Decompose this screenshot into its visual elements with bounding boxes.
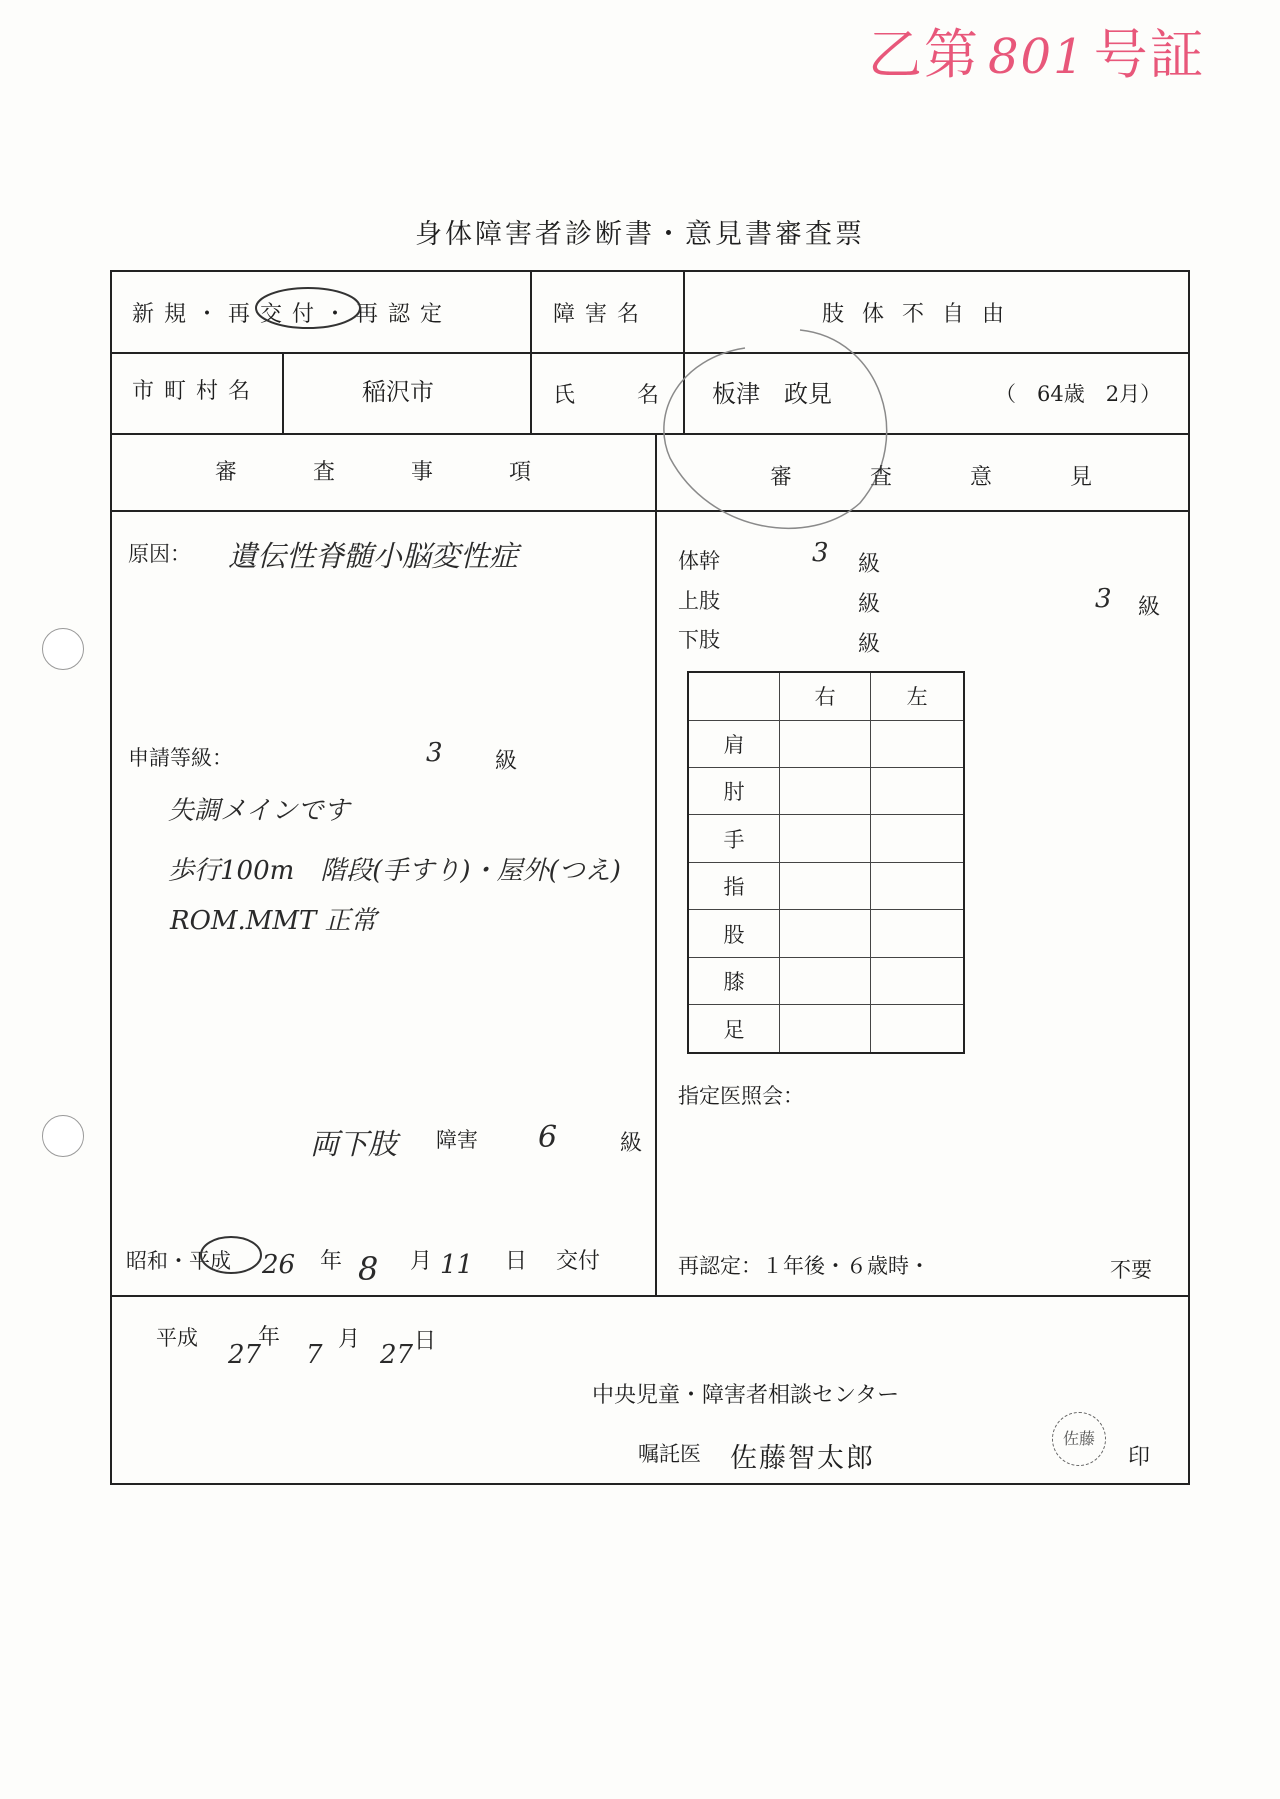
doctor-label: 嘱託医 (638, 1442, 701, 1466)
center-name: 中央児童・障害者相談センター (592, 1383, 900, 1408)
seal-label: 印 (1128, 1445, 1151, 1470)
issue-day: 11 (440, 1250, 474, 1280)
joint-row (688, 720, 964, 767)
issue-era-label: 昭和・平成 (126, 1249, 231, 1273)
joint-label: 肩 (688, 720, 780, 767)
trunk-label: 体幹 (678, 549, 720, 573)
joint-cell (871, 767, 964, 814)
name-label: 氏 名 (553, 383, 680, 408)
footer-month-label: 月 (338, 1327, 361, 1352)
municipality-value: 稲沢市 (362, 378, 434, 406)
issue-suffix: 交付 (556, 1249, 601, 1274)
footer-day: 27 (380, 1340, 414, 1370)
joint-grid-corner (688, 672, 780, 720)
right-side-header: 右 (780, 672, 871, 720)
joint-row (688, 957, 964, 1004)
extra-grade-unit: 級 (1138, 595, 1161, 620)
note-line: ROM.MMT 正常 (170, 906, 377, 936)
grade-value: 3 (426, 738, 443, 768)
joint-cell (871, 957, 964, 1004)
review-items-title: 審査事項 (215, 460, 608, 485)
grade-unit: 級 (495, 749, 518, 774)
joint-cell (780, 1005, 871, 1053)
col-divider (530, 270, 532, 433)
cause-label: 原因： (128, 542, 191, 566)
col-divider (655, 433, 657, 1295)
summary-unit: 級 (620, 1131, 643, 1156)
grade-label: 申請等級： (128, 746, 233, 770)
joint-cell (780, 767, 871, 814)
issue-month: 8 (358, 1250, 379, 1288)
joint-row (688, 767, 964, 814)
footer-era: 平成 (156, 1326, 198, 1350)
applicant-age: （ 64歳 2月） (995, 382, 1162, 406)
issue-year-label: 年 (320, 1249, 343, 1274)
row-divider (110, 1295, 1190, 1297)
joint-cell (780, 957, 871, 1004)
stamp-prefix: 乙第 (868, 23, 980, 86)
doctor-seal: 佐藤 (1052, 1412, 1106, 1466)
left-side-header: 左 (871, 672, 964, 720)
joint-label: 足 (688, 1005, 780, 1053)
joint-label: 膝 (688, 957, 780, 1004)
recert-label: 再認定：１年後・６歳時・ (678, 1254, 930, 1278)
note-line: 失調メインです (168, 796, 350, 826)
designated-doctor-label: 指定医照会： (678, 1084, 804, 1108)
summary-hand: 両下肢 (310, 1127, 398, 1161)
stamp-number: 801 (988, 29, 1086, 85)
summary-label: 障害 (436, 1128, 478, 1152)
joint-cell (780, 862, 871, 909)
pencil-loop-mark (650, 318, 920, 548)
joint-cell (871, 1005, 964, 1053)
note-line: 歩行100m 階段(手すり)・屋外(つえ) (168, 856, 621, 886)
municipality-label: 市町村名 (132, 379, 261, 404)
reissue-circle-mark (252, 283, 364, 333)
joint-grid (687, 671, 965, 1054)
trunk-unit: 級 (858, 552, 881, 577)
disability-name-label: 障害名 (553, 302, 650, 327)
joint-row (688, 815, 964, 862)
joint-row (688, 910, 964, 957)
application-types: 新規・再交付・再認定 (132, 302, 453, 327)
joint-row (688, 1005, 964, 1053)
joint-row (688, 862, 964, 909)
heisei-circle-mark (198, 1232, 264, 1278)
joint-grid-header (688, 672, 964, 720)
footer-month: 7 (306, 1340, 323, 1370)
upper-limb-unit: 級 (858, 592, 881, 617)
col-divider (282, 352, 284, 433)
stamp-suffix: 号証 (1093, 23, 1206, 86)
issue-month-label: 月 (410, 1249, 433, 1274)
joint-cell (780, 720, 871, 767)
joint-cell (871, 910, 964, 957)
issue-year: 26 (262, 1250, 296, 1280)
footer-day-label: 日 (414, 1329, 437, 1354)
joint-label: 股 (688, 910, 780, 957)
lower-limb-unit: 級 (858, 632, 881, 657)
lower-limb-label: 下肢 (678, 628, 720, 652)
trunk-value: 3 (812, 538, 829, 568)
exhibit-stamp (868, 12, 1206, 89)
issue-day-label: 日 (505, 1249, 528, 1274)
extra-grade-value: 3 (1095, 584, 1112, 614)
joint-cell (871, 862, 964, 909)
joint-cell (871, 815, 964, 862)
cause-value: 遺伝性脊髄小脳変性症 (228, 539, 519, 573)
joint-cell (780, 910, 871, 957)
joint-cell (871, 720, 964, 767)
joint-label: 肘 (688, 767, 780, 814)
punch-hole (42, 1115, 84, 1157)
upper-limb-label: 上肢 (678, 589, 720, 613)
disability-name: 肢体不自由 (822, 302, 1023, 327)
summary-value: 6 (538, 1120, 558, 1155)
form-title: 身体障害者診断書・意見書審査票 (415, 219, 865, 250)
review-opinion-title: 審査意見 (770, 465, 1171, 490)
doctor-name: 佐藤智太郎 (730, 1443, 875, 1474)
recert-value: 不要 (1110, 1258, 1152, 1282)
joint-cell (780, 815, 871, 862)
footer-year: 27 (228, 1340, 262, 1370)
footer-year-label: 年 (258, 1325, 281, 1350)
applicant-name: 板津 政見 (712, 380, 832, 408)
punch-hole (42, 628, 84, 670)
joint-label: 指 (688, 862, 780, 909)
joint-label: 手 (688, 815, 780, 862)
